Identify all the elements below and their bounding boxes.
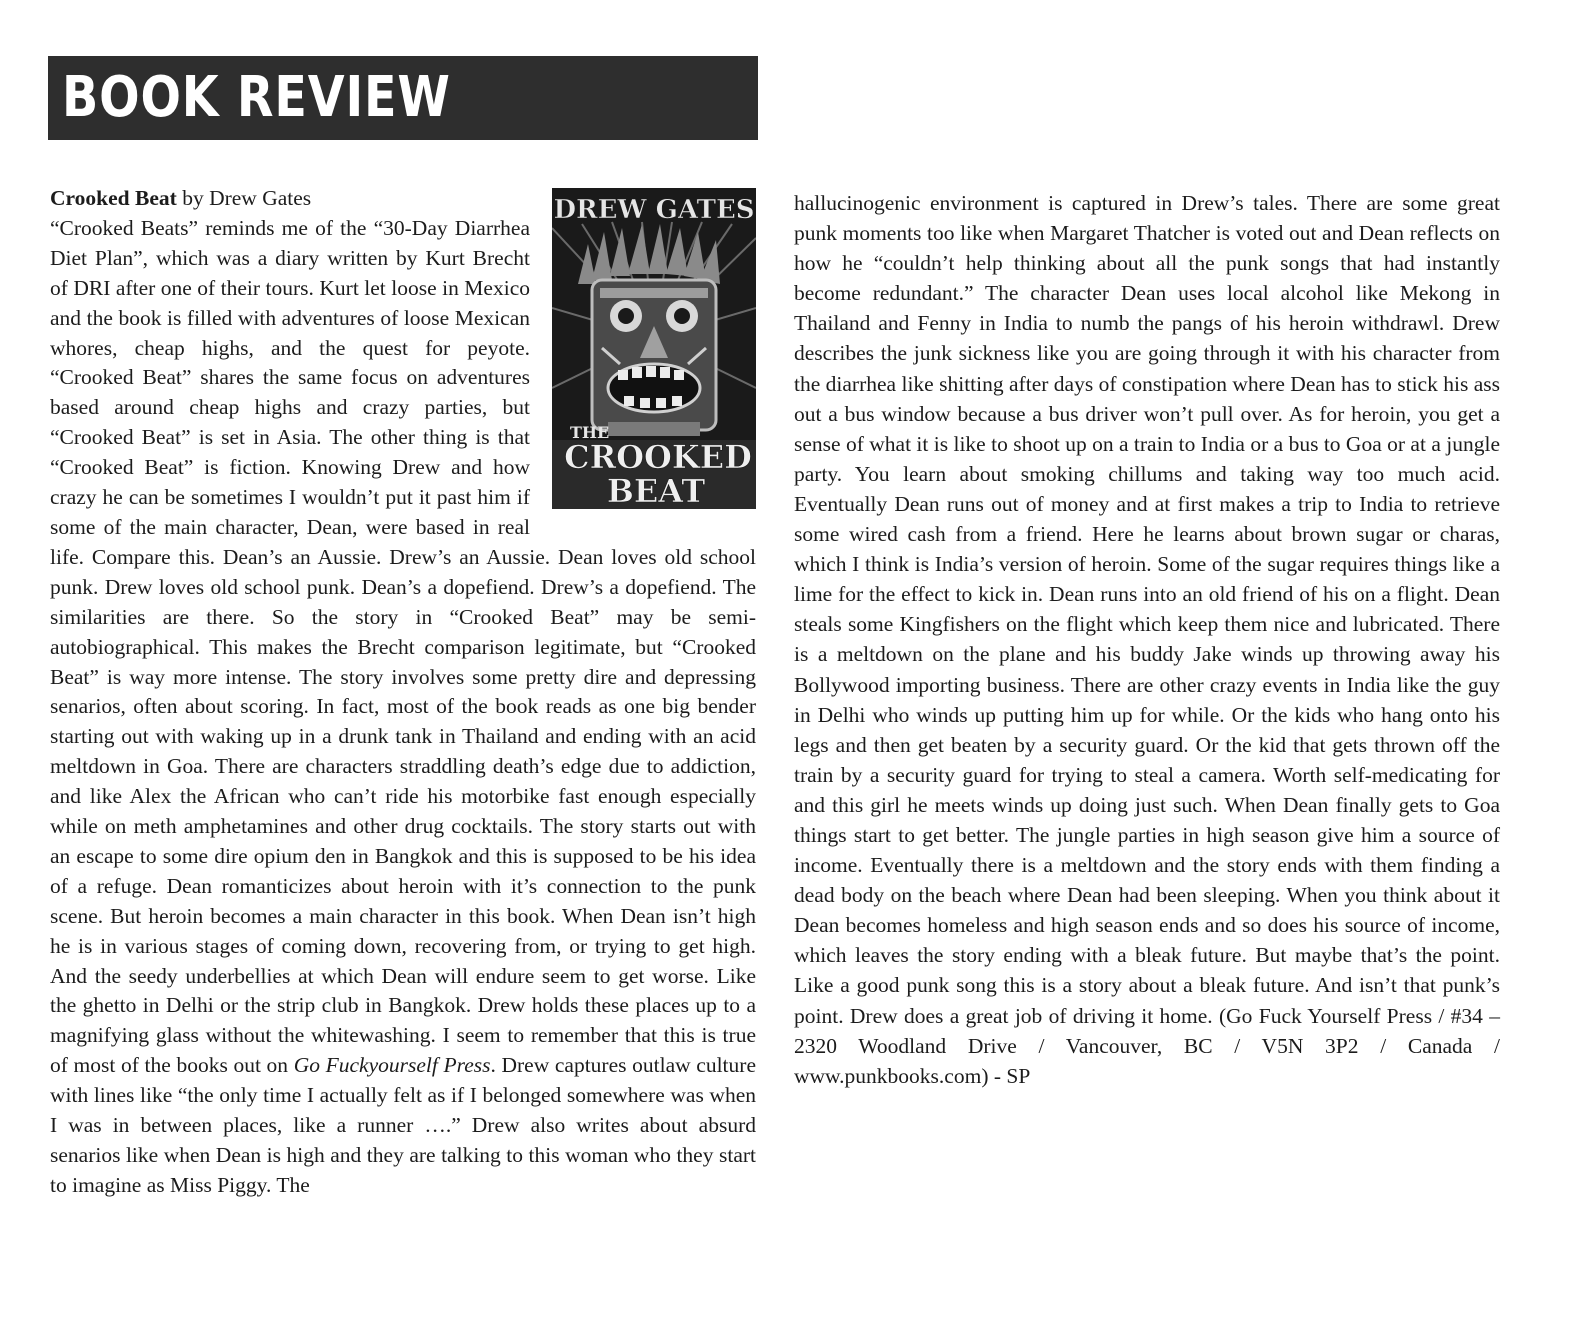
book-cover-image: [552, 188, 756, 509]
review-column-left: [50, 184, 756, 1304]
cover-author: DREW GATES: [553, 195, 755, 225]
book-byline: by Drew Gates: [176, 186, 312, 210]
review-column-right: [794, 188, 1500, 1218]
publisher-name: Go Fuckyourself Press: [293, 1053, 491, 1078]
cover-title-the: THE: [570, 423, 610, 442]
review-paragraph-2: hallucinogenic environment is captured in Drew’s tales. There are some great punk moments too like when Margaret Thatcher is voted out and Dean reflects on how he “couldn’t help thinking about all the punk songs that had instantly become redundant.” The character Dean uses local alcohol like Mekong in Thailand and Fenny in India to numb the pangs of his heroin withdrawl. Drew describes the junk sickness like you are going through it with his character from the diarrhea like shitting after days of constipation where Dean has to stick his ass out a bus window because a bus driver won’t pull over. As for heroin, you get a sense of what it is like to shoot up on a train to India or a bus to Goa or at a jungle party. You learn about smoking chillums and taking way too much acid. Eventually Dean runs out of money and at first makes a trip to India to retrieve some wired cash from a friend. Here he learns about brown sugar or charas, which I think is India’s version of heroin. Some of the sugar requires things like a lime for the effect to kick in. Dean runs into an old friend of his on a flight. Dean steals some Kingfishers on the flight which keep them nice and lubricated. There is a meltdown on the plane and his buddy Jake winds up throwing away his Bollywood importing business. There are other crazy events in India like the guy in Delhi who winds up putting him up for while. Or the kids who hang onto his legs and then get beaten by a security guard. Or the kid that gets thrown off the train by a security guard for trying to steal a camera. Worth self-medicating for and this girl he meets winds up doing just such. When Dean finally gets to Goa things start to get better. The jungle parties in high season give him a source of income. Eventually there is a meltdown and the story ends with them finding a dead body on the beach where Dean had been sleeping. When you think about it Dean becomes homeless and high season ends and so does his source of income, which leaves the story ending with a bleak future. But maybe that’s the point. Like a good punk song this is a story about a bleak future. And isn’t that punk’s point. Drew does a great job of driving it home. (Go Fuck Yourself Press / #34 – 2320 Woodland Drive / Vancouver, BC / V5N 3P2 / Canada / www.punkbooks.com) - SP: [794, 191, 1500, 1088]
review-text-1: “Crooked Beats” reminds me of the “30-Day Diarrhea Diet Plan”, which was a diary written by Kurt Brecht of DRI after one of their tours. Kurt let loose in Mexico and the book is filled with adventures of loose Mexican whores, cheap highs, and the quest for peyote. “Crooked Beat” shares the same focus on adventures based around cheap highs and crazy parties, but “Crooked Beat” is set in Asia. The other thing is that “Crooked Beat” is fiction. Knowing Drew and how crazy he can be sometimes I wouldn’t put it past him if some of the main character, Dean, were based in real life. Compare this. Dean’s an Aussie. Drew’s an Aussie. Dean loves old school punk. Drew loves old school punk. Dean’s a dopefiend. Drew’s a dopefiend. The similarities are there. So the story in “Crooked Beat” may be semi-autobiographical. This makes the Brecht comparison legitimate, but “Crooked Beat” is way more intense. The story involves some pretty dire and depressing senarios, often about scoring. In fact, most of the book reads as one big bender starting out with waking up in a drunk tank in Thailand and ending with an acid meltdown in Goa. There are characters straddling death’s edge due to addiction, and like Alex the African who can’t ride his motorbike fast enough especially while on meth amphetamines and other drug cocktails. The story starts out with an escape to some dire opium den in Bangkok and this is supposed to be his idea of a refuge. Dean romanticizes about heroin with it’s connection to the punk scene. But heroin becomes a main character in this book. When Dean isn’t high he is in various stages of coming down, recovering from, or trying to get high. And the seedy underbellies at which Dean will endure seem to get worse. Like the ghetto in Delhi or the strip club in Bangkok. Drew holds these places up to a magnifying glass without the whitewashing. I seem to remember that this is true of most of the books out on: [50, 215, 756, 1078]
review-text-1-end: . Drew captures outlaw culture with lines like “the only time I actually felt as if I belonged somewhere was when I was in between places, like a runner ….” Drew also writes about absurd senarios like when Dean is high and they are talking to this woman who they start to imagine as Miss Piggy. The: [50, 1053, 756, 1197]
cover-title-line2: BEAT: [606, 472, 706, 509]
section-banner: [48, 56, 758, 140]
section-title: BOOK REVIEW: [62, 65, 451, 130]
cover-title-line1: CROOKED: [564, 438, 752, 476]
book-title: Crooked Beat: [50, 186, 177, 210]
